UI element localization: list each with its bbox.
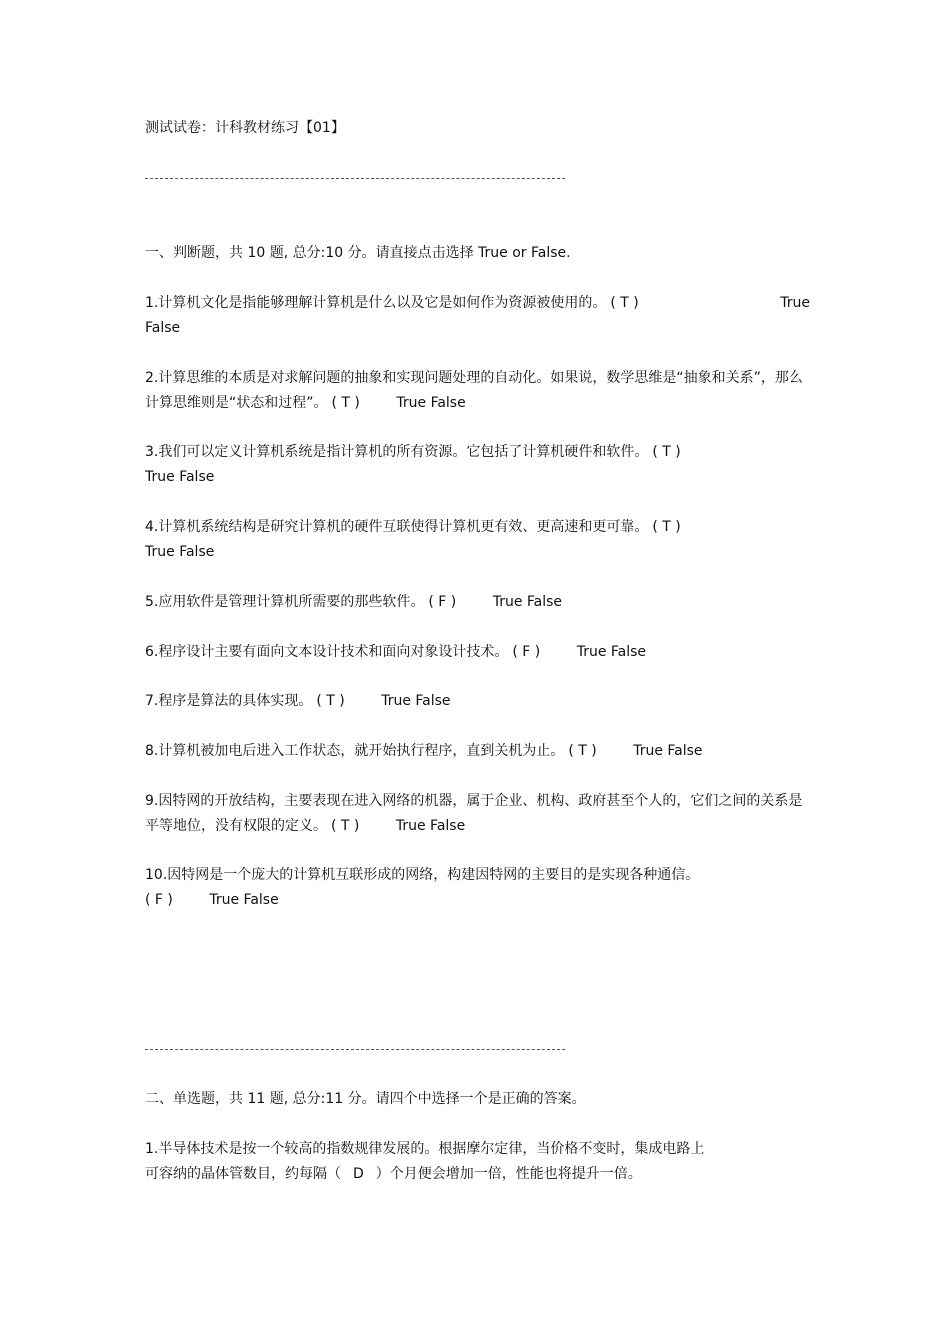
- section1-heading: 一、判断题，共 10 题, 总分:10 分。请直接点击选择 True or False.: [145, 245, 571, 261]
- question-answer: ( T ): [331, 395, 360, 411]
- question-answer: ( F ): [512, 644, 541, 660]
- true-false-options: [780, 291, 810, 316]
- tf-question-6: [145, 640, 810, 665]
- true-option[interactable]: True: [395, 818, 426, 834]
- question-answer: ( T ): [652, 444, 681, 460]
- true-false-options: [577, 640, 646, 665]
- question-text: 7.程序是算法的具体实现。: [145, 693, 313, 709]
- false-option[interactable]: False: [430, 818, 466, 834]
- true-option[interactable]: True: [209, 892, 240, 908]
- tf-question-5: [145, 590, 810, 615]
- true-false-options: [209, 888, 278, 913]
- document-page: [145, 0, 810, 1344]
- true-option[interactable]: True: [145, 469, 175, 485]
- false-option[interactable]: False: [179, 469, 215, 485]
- divider-top: [145, 178, 565, 179]
- true-option[interactable]: True: [633, 743, 663, 759]
- true-false-options: [381, 689, 450, 714]
- false-option[interactable]: False: [610, 644, 647, 660]
- section2-heading: 二、单选题，共 11 题, 总分:11 分。请四个中选择一个是正确的答案。: [145, 1091, 586, 1107]
- page-title: 测试试卷：计科教材练习【01】: [145, 120, 345, 136]
- false-option[interactable]: False: [526, 594, 563, 610]
- question-text: 8.计算机被加电后进入工作状态，就开始执行程序，直到关机为止。: [145, 743, 565, 759]
- question-text: 4.计算机系统结构是研究计算机的硬件互联使得计算机更有效、更高速和更可靠。: [145, 519, 649, 535]
- true-option[interactable]: True: [780, 295, 810, 311]
- true-option[interactable]: True: [381, 693, 411, 709]
- question-text: 3.我们可以定义计算机系统是指计算机的所有资源。它包括了计算机硬件和软件。: [145, 444, 649, 460]
- false-option[interactable]: False: [415, 693, 451, 709]
- question-text: 2.计算思维的本质是对求解问题的抽象和实现问题处理的自动化。如果说，数学思维是“抽象和关系”，那么计算思维则是“状态和过程”。: [145, 370, 803, 411]
- true-option[interactable]: True: [492, 594, 523, 610]
- false-option[interactable]: False: [667, 743, 703, 759]
- question-text: 6.程序设计主要有面向文本设计技术和面向对象设计技术。: [145, 644, 509, 660]
- question-text-line2-post: ）个月便会增加一倍，性能也将提升一倍。: [375, 1166, 642, 1182]
- tf-question-4: [145, 515, 810, 565]
- true-option[interactable]: True: [145, 544, 175, 560]
- mc-question-1: [145, 1137, 810, 1187]
- false-option[interactable]: False: [179, 544, 215, 560]
- question-answer: ( F ): [145, 892, 173, 908]
- false-option[interactable]: False: [430, 395, 466, 411]
- question-answer: ( T ): [610, 295, 639, 311]
- tf-question-10: [145, 863, 810, 913]
- true-option[interactable]: True: [396, 395, 427, 411]
- false-option[interactable]: False: [145, 320, 181, 336]
- question-answer: ( F ): [428, 594, 457, 610]
- question-answer: ( T ): [568, 743, 597, 759]
- tf-question-1: [145, 291, 810, 341]
- question-answer: ( T ): [316, 693, 345, 709]
- question-text: 5.应用软件是管理计算机所需要的那些软件。: [145, 594, 425, 610]
- question-text: 9.因特网的开放结构，主要表现在进入网络的机器，属于企业、机构、政府甚至个人的，它们之间的关系是平等地位，没有权限的定义。: [145, 793, 803, 834]
- false-option[interactable]: False: [243, 892, 279, 908]
- question-text: 1.计算机文化是指能够理解计算机是什么以及它是如何作为资源被使用的。: [145, 295, 607, 311]
- tf-question-9: [145, 789, 810, 839]
- true-false-options: [633, 739, 702, 764]
- true-false-options: [396, 814, 465, 839]
- question-answer: ( T ): [331, 818, 360, 834]
- question-answer: ( T ): [652, 519, 681, 535]
- question-answer: D: [353, 1166, 364, 1182]
- question-text: 10.因特网是一个庞大的计算机互联形成的网络，构建因特网的主要目的是实现各种通信。: [145, 867, 700, 883]
- tf-question-2: [145, 366, 810, 416]
- true-false-options: [396, 391, 465, 416]
- question-text-line2-pre: 可容纳的晶体管数目，约每隔（: [145, 1166, 341, 1182]
- true-option[interactable]: True: [576, 644, 607, 660]
- tf-question-3: [145, 440, 810, 490]
- tf-question-8: [145, 739, 810, 764]
- tf-question-7: [145, 689, 810, 714]
- question-text-line1: 1.半导体技术是按一个较高的指数规律发展的。根据摩尔定律，当价格不变时，集成电路上: [145, 1141, 705, 1157]
- divider-middle: [145, 1049, 565, 1050]
- true-false-options: [493, 590, 562, 615]
